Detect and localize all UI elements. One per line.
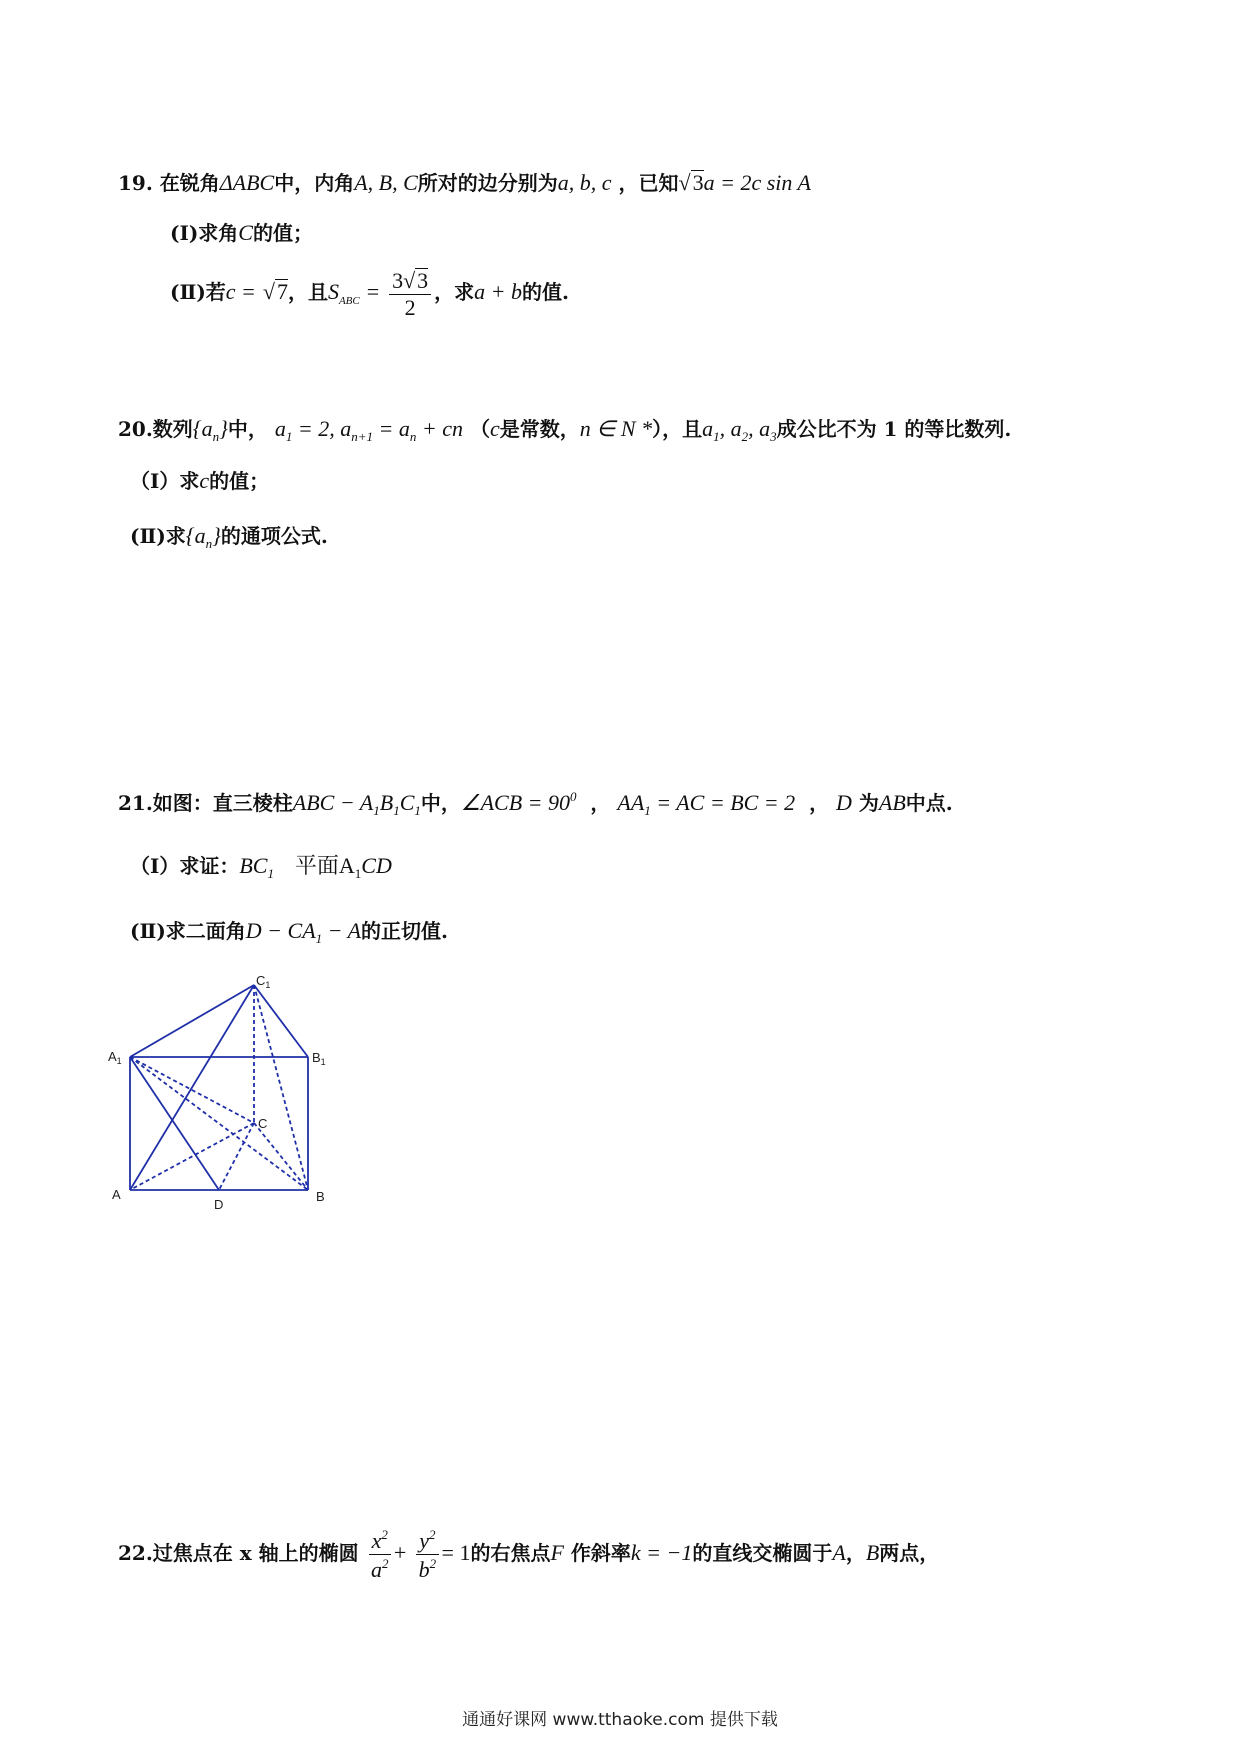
q22-text4: 的直线交椭圆于 (692, 1541, 833, 1565)
q20-p1-var: c (199, 468, 210, 493)
hidden-edge-A1-B (130, 1057, 308, 1190)
q21-p2-expr: $D - CA_1 - A$ (245, 918, 362, 946)
q22-text3: 作斜率 (570, 1541, 631, 1565)
q21-prism: ABC − $A_1B_1C_1$ (292, 790, 421, 818)
q22-text2: 的右焦点 (470, 1541, 551, 1565)
q20-p2-seq: $\{a_n\}$ (185, 523, 221, 551)
q19-text4: ，已知 (618, 171, 679, 195)
q19-text2: 中，内角 (274, 171, 355, 195)
hidden-edge-C-A (130, 1123, 254, 1190)
q21-p2-label: (Ⅱ)求二面角 (130, 919, 246, 943)
q19-number: 19. (118, 171, 153, 195)
q22-text5: 两点， (879, 1541, 940, 1565)
q19-eq-rest: a = 2c sin A (703, 170, 811, 195)
q19-eq-root: √3 (678, 170, 704, 195)
q19-p2-root: √7 (262, 279, 288, 305)
figure-label-B: B (316, 1189, 325, 1204)
hidden-edge-C1-B (254, 985, 308, 1190)
q20-part2 (130, 525, 328, 550)
q19-text1: 在锐角 (159, 171, 220, 195)
q21-text4: 中点. (905, 791, 953, 815)
q22-k: k = −1 (630, 1540, 693, 1565)
figure-label-C: C (258, 1116, 268, 1131)
q22-F: F (550, 1540, 564, 1565)
q20-text4: 成公比不为 1 的等比数列. (776, 417, 1012, 441)
edge-C1-B1 (254, 985, 308, 1057)
q20-n-in: n ∈ N * (579, 416, 653, 441)
q19-p2-c: c = (225, 279, 256, 305)
q21-angle: ∠ACB = $90^0$ (460, 789, 577, 815)
q20-text1: 数列 (152, 417, 193, 441)
q20-line (118, 418, 1011, 443)
hidden-edge-A1-C (130, 1057, 254, 1123)
q21-ab-var: AB (878, 790, 906, 815)
q21-number: 21. (118, 791, 153, 815)
q20-c-var: c (489, 416, 500, 441)
q21-eq: $AA_1$ = AC = BC = 2 (617, 790, 796, 818)
figure-label-C1: $C_1$ (256, 973, 271, 990)
q21-text2: 中， (420, 791, 461, 815)
footer-source: 通通好课网 www.tthaoke.com 提供下载 (462, 1710, 778, 1730)
q22-B: B (865, 1540, 880, 1565)
q19-text3: 所对的边分别为 (417, 171, 558, 195)
q20-part1 (130, 470, 269, 492)
q19-part1 (170, 222, 313, 244)
q22-eq-one: = 1 (441, 1540, 471, 1565)
q20-seq: $\{a_n\}$ (192, 416, 228, 444)
q21-p1-plane: 平面$A_1CD$ (294, 853, 392, 881)
q21-text3: 为 (858, 791, 879, 815)
q19-p2-expr: a + b (474, 279, 523, 305)
q20-text3: 是常数， (499, 417, 580, 441)
edge-A1-D (130, 1057, 219, 1190)
prism-figure (108, 973, 378, 1255)
q22-line (118, 1528, 939, 1581)
q20-terms: $a_1$, $a_2$, $a_3$ (702, 416, 777, 444)
q19-p2-fraction: $\frac{3√3}{2}$ (389, 268, 431, 319)
q22-comma: ， (845, 1541, 866, 1565)
q20-p2-tail: 的通项公式. (220, 524, 328, 548)
edge-A-C1 (130, 985, 254, 1190)
q21-part1 (130, 855, 392, 880)
figure-label-A1: $A_1$ (108, 1049, 122, 1066)
q22-number: 22. (118, 1541, 153, 1565)
q19-line (118, 170, 811, 194)
q20-p1-tail: 的值； (209, 469, 270, 493)
q22-plus: + (393, 1540, 407, 1565)
q21-p1-label: （Ⅰ）求证： (130, 854, 240, 878)
q19-p1-tail: 的值； (252, 221, 313, 245)
edge-A1-C1 (130, 985, 254, 1057)
q20-p2-label: (Ⅱ)求 (130, 524, 186, 548)
q19-p2-eq: = (366, 279, 380, 305)
q19-sides: a, b, c (557, 170, 612, 195)
q21-p1-bc: $BC_1$ (239, 853, 274, 881)
q19-part2 (170, 268, 569, 319)
q19-angles: A, B, C (354, 170, 418, 195)
q22-text1: 过焦点在 x 轴上的椭圆 (152, 1541, 359, 1565)
q19-p2-tail2: 的值. (522, 280, 569, 305)
q20-text2: 中， (227, 417, 268, 441)
q20-p1-label: （Ⅰ）求 (130, 469, 200, 493)
q22-frac-x: $\frac{x^2}{a^2}$ (369, 1528, 391, 1581)
figure-label-A: A (112, 1187, 121, 1202)
q19-p2-mid: ，且 (287, 280, 328, 305)
q21-p2-tail: 的正切值. (361, 919, 448, 943)
q21-d-var: D (836, 790, 852, 815)
figure-label-D: D (214, 1197, 224, 1212)
q21-part2 (130, 920, 448, 945)
q19-p2-tail1: ，求 (434, 280, 475, 305)
q19-p2-label: (Ⅱ)若 (170, 280, 226, 305)
q22-frac-y: $\frac{y^2}{b^2}$ (416, 1528, 438, 1581)
q21-line: 21.如图：直三棱柱ABC − $A_1B_1C_1$中，∠ACB = $90^0$ ， $AA_1$ = AC = BC = 2 ， D 为AB中点. (118, 789, 953, 818)
q19-p2-S: S (327, 279, 339, 305)
hidden-edge-C-D (219, 1123, 254, 1190)
q19-p1-var: C (238, 220, 253, 245)
q19-p1-label: (Ⅰ)求角 (170, 221, 239, 245)
q20-paren-close: ），且 (652, 417, 703, 441)
q20-number: 20. (118, 417, 153, 441)
figure-label-B1: $B_1$ (312, 1050, 326, 1067)
q20-paren-open: （ (469, 417, 490, 441)
q19-p2-sub: ABC (338, 295, 360, 308)
q20-eq: $a_1 = 2$, $a_{n+1} = a_n$ + cn (274, 416, 464, 444)
q19-tri: ΔABC (219, 170, 275, 195)
q22-A: A (832, 1540, 846, 1565)
q21-text1: 如图：直三棱柱 (152, 791, 293, 815)
